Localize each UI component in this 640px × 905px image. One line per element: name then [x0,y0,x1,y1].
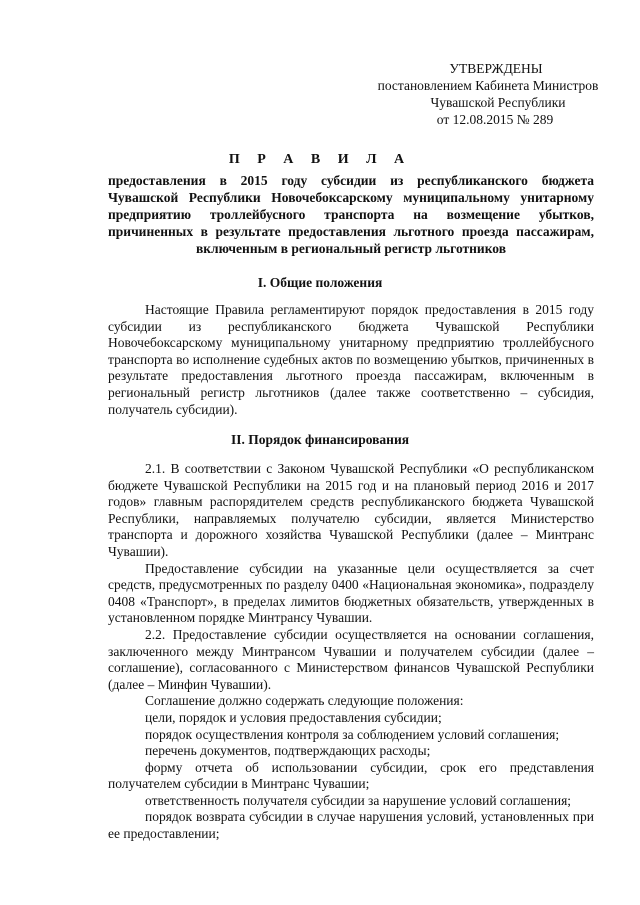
paragraph: Предоставление субсидии на указанные цели осуществляется за счет средств, предусмотренных по разделу 0400 «Национальная экономика», подразделу 0408 «Транспорт», в пределах лимитов бюджетных обязательств, утвержденных в установленном порядке Минтрансу Чувашии. [108,560,594,626]
list-item: порядок осуществления контроля за соблюдением условий соглашения; [145,726,560,742]
paragraph: Соглашение должно содержать следующие положения: [145,693,464,709]
section-2-body [108,461,594,843]
section-1-heading: I. Общие положения [257,275,383,290]
approval-decree: постановлением Кабинета Министров [377,78,599,93]
approval-heading: УТВЕРЖДЕНЫ [449,61,543,76]
document-subtitle: предоставления в 2015 году субсидии из республиканского бюджета Чувашской Республики Новочебоксарскому муниципальному унитарному предприятию троллейбусного транспорта на возмещение убытков, причиненных в результате предоставления льготного проезда пассажирам, включенным в региональный регистр льготников [108,173,594,256]
list-item: ответственность получателя субсидии за нарушение условий соглашения; [145,792,572,808]
section-1-body [108,302,594,418]
paragraph: Настоящие Правила регламентируют порядок предоставления в 2015 году субсидии из республиканского бюджета Чувашской Республики Новочебоксарскому муниципальному унитарному предприятию троллейбусного транспорта во исполнение судебных актов по возмещению убытков, причиненных в результате предоставления льготного проезда пассажирам, включенным в региональный регистр льготников (далее также соответственно – субсидия, получатель субсидии). [108,302,594,417]
list-item: цели, порядок и условия предоставления субсидии; [145,709,442,725]
list-item: перечень документов, подтверждающих расходы; [145,743,431,759]
approval-stamp [368,60,608,128]
approval-date-number: от 12.08.2015 № 289 [436,112,554,127]
document-title: П Р А В И Л А [228,152,412,167]
paragraph: 2.2. Предоставление субсидии осуществляется на основании соглашения, заключенного между Минтрансом Чувашии и получателем субсидии (далее – соглашение), согласованного с Министерством финансов Чувашской Республики (далее – Минфин Чувашии). [108,626,594,692]
paragraph: 2.1. В соответствии с Законом Чувашской Республики «О республиканском бюджете Чувашской Республики на 2015 год и на плановый период 2016 и 2017 годов» главным распорядителем средств республиканского бюджета Чувашской Республики, направляемых получателю субсидии, является Министерство транспорта и дорожного хозяйства Чувашской Республики (далее – Минтранс Чувашии). [108,461,594,559]
approval-authority: Чувашской Республики [430,95,566,110]
list-item: форму отчета об использовании субсидии, срок его представления получателем субсидии в Минтранс Чувашии; [108,759,594,792]
list-item: порядок возврата субсидии в случае нарушения условий, установленных при ее предоставлении; [108,809,594,842]
section-2-heading: II. Порядок финансирования [230,432,410,447]
